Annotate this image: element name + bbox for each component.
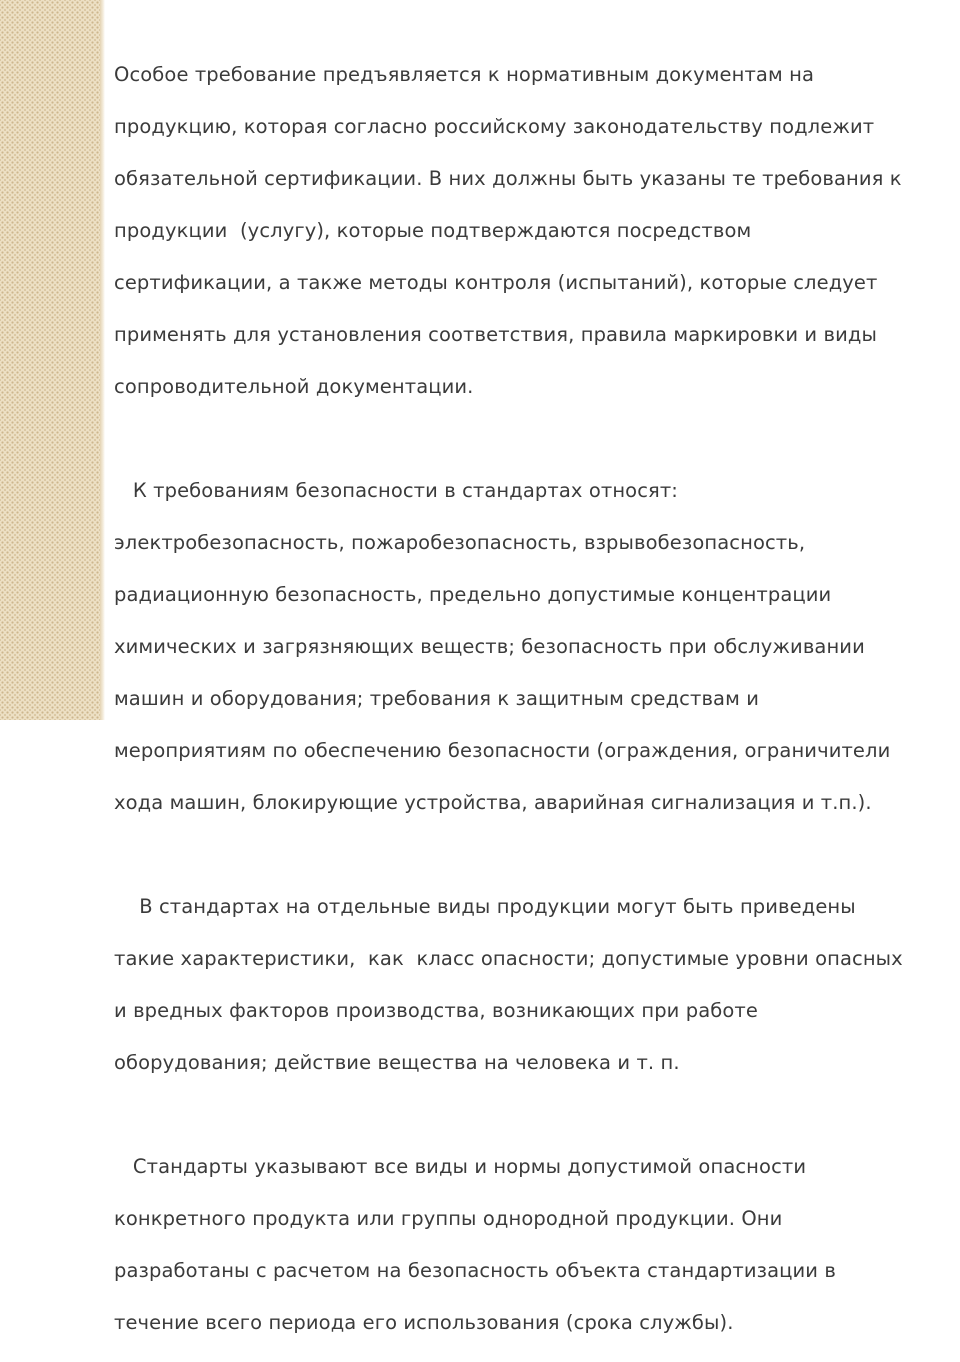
text-line: сертификации, а также методы контроля (испытаний), которые следует — [114, 271, 878, 294]
text-line: химических и загрязняющих веществ; безопасность при обслуживании — [114, 635, 865, 658]
text-line: В стандартах на отдельные виды продукции могут быть приведены — [114, 895, 856, 918]
text-line: хода машин, блокирующие устройства, аварийная сигнализация и т.п.). — [114, 791, 872, 814]
text-line: сопроводительной документации. — [114, 375, 474, 398]
text-line: Особое требование предъявляется к нормативным документам на — [114, 63, 814, 86]
text-line: такие характеристики, как класс опасности; допустимые уровни опасных — [114, 947, 903, 970]
text-line: конкретного продукта или группы однородной продукции. Они — [114, 1207, 783, 1230]
text-line: машин и оборудования; требования к защитным средствам и — [114, 687, 759, 710]
text-line: разработаны с расчетом на безопасность объекта стандартизации в — [114, 1259, 836, 1282]
text-line: продукцию, которая согласно российскому законодательству подлежит — [114, 115, 875, 138]
side-band-edge — [100, 0, 105, 720]
text-line: электробезопасность, пожаробезопасность, взрывобезопасность, — [114, 531, 806, 554]
text-line: радиационную безопасность, предельно допустимые концентрации — [114, 583, 832, 606]
text-line: К требованиям безопасности в стандартах относят: — [114, 479, 678, 502]
text-line: мероприятиям по обеспечению безопасности (ограждения, ограничители — [114, 739, 891, 762]
decorative-side-band — [0, 0, 100, 720]
paragraph-hazard-norms — [114, 1128, 948, 1362]
text-line: применять для установления соответствия, правила маркировки и виды — [114, 323, 877, 346]
text-line: продукции (услугу), которые подтверждаются посредством — [114, 219, 752, 242]
text-line: обязательной сертификации. В них должны быть указаны те требования к — [114, 167, 902, 190]
paragraph-safety-requirements — [114, 452, 948, 842]
text-line: течение всего периода его использования (срока службы). — [114, 1311, 734, 1334]
text-line: Стандарты указывают все виды и нормы допустимой опасности — [114, 1155, 807, 1178]
paragraph-product-characteristics — [114, 868, 948, 1102]
text-line: оборудования; действие вещества на человека и т. п. — [114, 1051, 680, 1074]
text-content — [114, 36, 948, 1362]
text-line: и вредных факторов производства, возникающих при работе — [114, 999, 758, 1022]
paragraph-certification — [114, 36, 948, 426]
